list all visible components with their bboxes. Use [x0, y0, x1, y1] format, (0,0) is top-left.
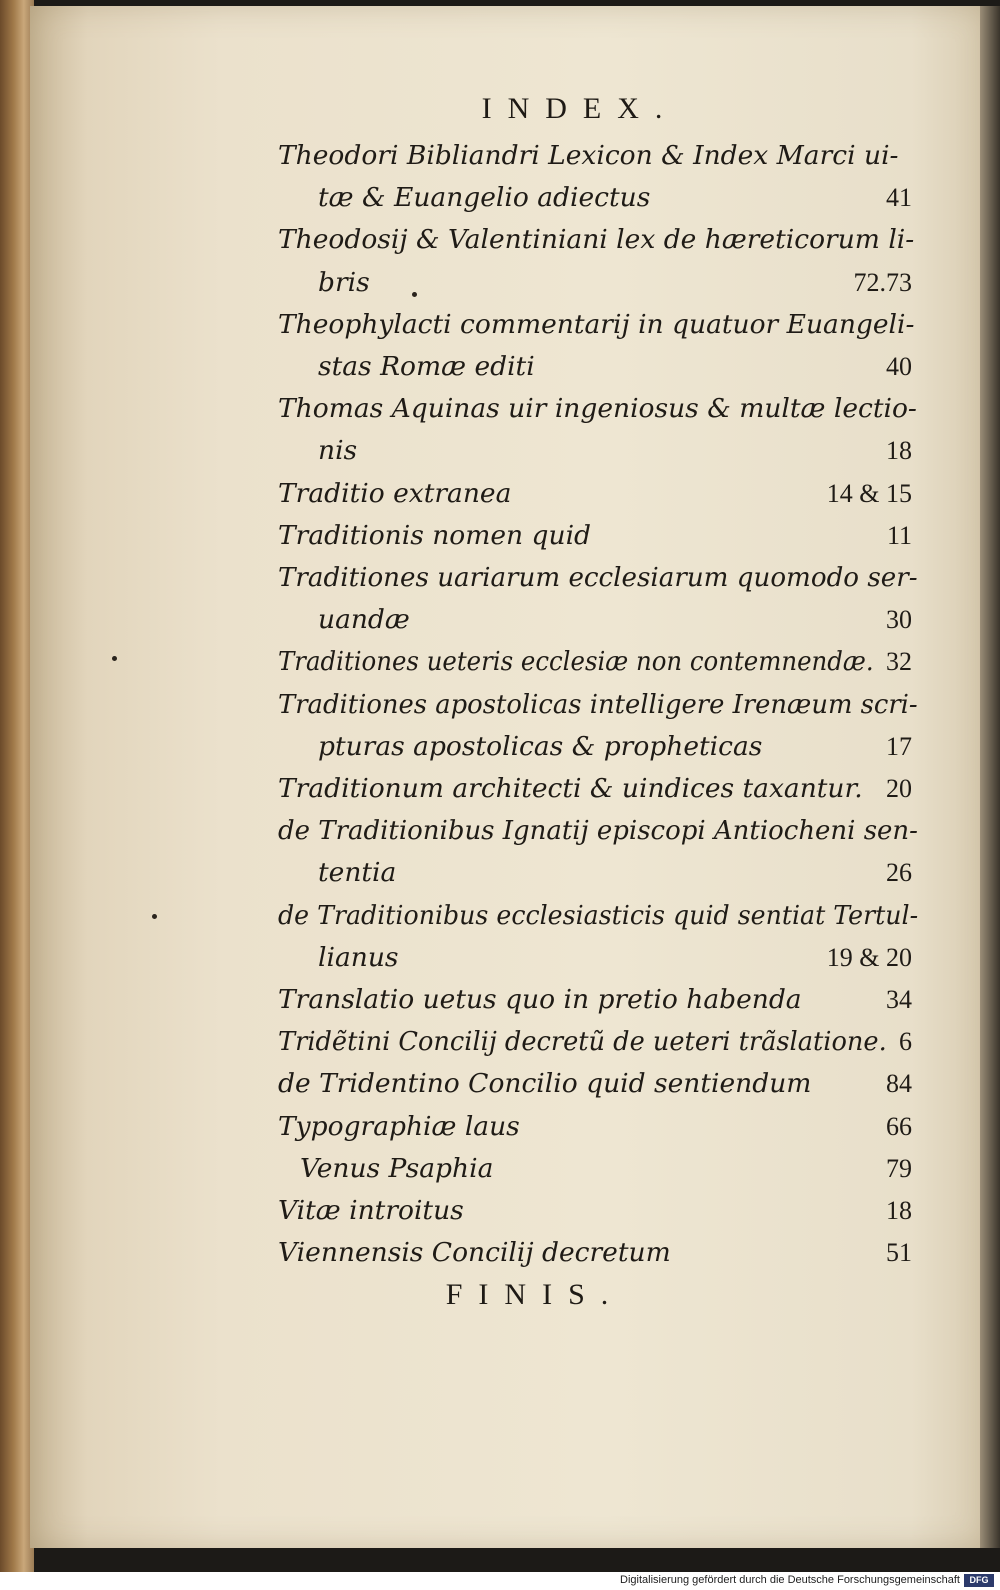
entry-page-number: 32	[886, 647, 912, 677]
ink-speck	[112, 656, 117, 661]
entry-text: Tridẽtini Concilij decretũ de ueteri trãslatione.	[278, 1026, 887, 1058]
index-entry	[0, 261, 1000, 305]
index-entry	[0, 725, 1000, 769]
entry-text: Translatio uetus quo in pretio habenda	[278, 984, 802, 1015]
index-entry	[0, 387, 1000, 431]
entry-page-number: 17	[886, 731, 912, 761]
entry-text: tæ & Euangelio adiectus	[318, 182, 651, 214]
entry-page-number: 51	[886, 1238, 912, 1268]
entry-page-number: 41	[886, 183, 912, 213]
entry-text: Viennensis Concilij decretum	[278, 1237, 671, 1269]
index-entry	[0, 767, 1000, 811]
index-entry	[0, 556, 1000, 600]
index-entry	[0, 894, 1000, 938]
entry-page-number: 40	[886, 352, 912, 381]
entry-text: Theodosij & Valentiniani lex de hæreticorum li-	[278, 224, 915, 256]
entry-page-number: 20	[886, 774, 912, 803]
entry-text: bris	[318, 266, 370, 298]
index-entry	[0, 1062, 1000, 1106]
index-entry	[0, 1147, 1000, 1191]
index-entry	[0, 472, 1000, 516]
entry-text: Theodori Bibliandri Lexicon & Index Marci ui-	[278, 140, 899, 171]
index-entry	[0, 640, 1000, 684]
entry-page-number: 14 & 15	[826, 478, 912, 508]
footer-credit: Digitalisierung gefördert durch die Deutsche Forschungsgemeinschaft	[620, 1574, 960, 1586]
entry-page-number: 19 & 20	[826, 942, 912, 972]
index-entry	[0, 345, 1000, 389]
entry-text: uandæ	[318, 604, 410, 636]
index-entry	[0, 936, 1000, 980]
entry-text: stas Romæ editi	[318, 351, 535, 382]
entry-text: de Tridentino Concilio quid sentiendum	[278, 1068, 812, 1100]
entry-text: Vitæ introitus	[278, 1195, 464, 1226]
entry-page-number: 72.73	[853, 267, 912, 297]
index-entry	[0, 1105, 1000, 1149]
index-entry	[0, 1189, 1000, 1233]
entry-page-number: 11	[886, 520, 912, 550]
index-entry	[0, 598, 1000, 642]
entry-page-number: 66	[886, 1111, 912, 1141]
index-entry	[0, 1231, 1000, 1275]
entry-text: Venus Psaphia	[300, 1152, 494, 1184]
index-entry	[0, 176, 1000, 220]
index-entry	[0, 303, 1000, 347]
index-entry	[0, 978, 1000, 1022]
entry-text: nis	[318, 435, 358, 467]
entry-text: Traditionis nomen quid	[278, 519, 592, 551]
index-entry	[0, 218, 1000, 262]
entry-text: de Traditionibus ecclesiasticis quid sentiat Tertul-	[278, 899, 919, 931]
entry-page-number: 6	[899, 1027, 912, 1057]
index-entry	[0, 514, 1000, 558]
ink-speck	[152, 914, 157, 919]
entry-text: pturas apostolicas & propheticas	[318, 730, 763, 762]
entry-page-number: 79	[886, 1153, 912, 1183]
index-entry	[0, 809, 1000, 853]
entry-text: Traditiones uariarum ecclesiarum quomodo ser-	[278, 562, 918, 593]
entry-page-number: 34	[886, 985, 912, 1014]
index-entry	[0, 1020, 1000, 1064]
entry-text: lianus	[318, 941, 399, 973]
entry-page-number: 30	[886, 605, 912, 635]
entry-page-number: 18	[886, 436, 912, 466]
index-entry	[0, 134, 1000, 178]
entry-text: Traditio extranea	[278, 477, 512, 509]
entry-text: Traditiones apostolicas intelligere Irenæum scri-	[278, 688, 918, 720]
entry-text: Thomas Aquinas uir ingeniosus & multæ lectio-	[278, 393, 917, 425]
index-entry	[0, 851, 1000, 895]
entry-page-number: 18	[886, 1196, 912, 1225]
entry-text: de Traditionibus Ignatij episcopi Antiocheni sen-	[278, 815, 918, 847]
index-entry	[0, 683, 1000, 727]
entry-text: Traditiones ueteris ecclesiæ non contemnendæ.	[278, 646, 874, 678]
entry-text: tentia	[318, 857, 397, 889]
entry-text: Theophylacti commentarij in quatuor Euangeli-	[278, 308, 915, 340]
running-head: INDEX.	[481, 92, 679, 125]
entry-page-number: 84	[886, 1069, 912, 1099]
entry-page-number: 26	[886, 858, 912, 888]
dfg-logo: DFG	[964, 1574, 994, 1587]
entry-text: Traditionum architecti & uindices taxantur.	[278, 773, 863, 804]
ink-speck	[412, 292, 417, 297]
index-entry	[0, 429, 1000, 473]
finis-label: FINIS.	[445, 1278, 625, 1311]
entry-text: Typographiæ laus	[278, 1110, 520, 1142]
